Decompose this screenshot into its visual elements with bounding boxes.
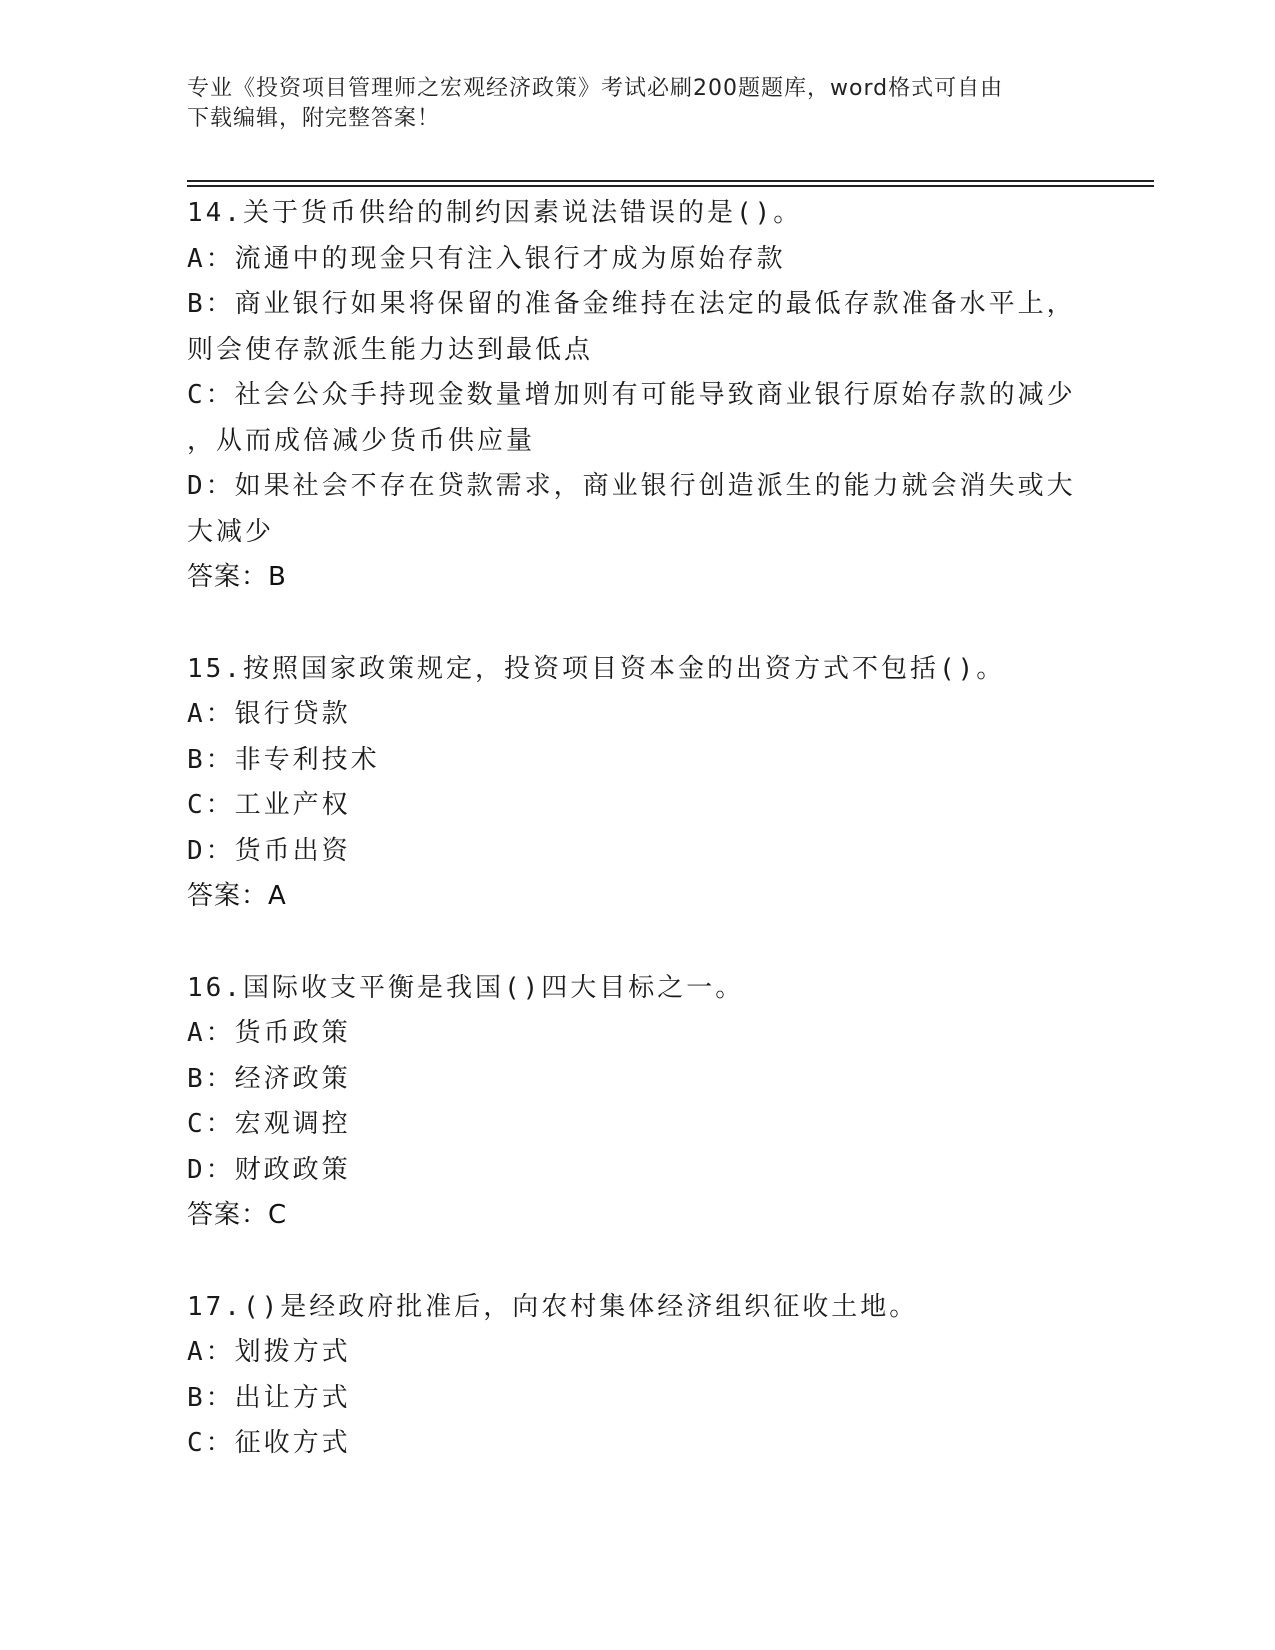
question-block bbox=[187, 191, 1087, 601]
question-spacer bbox=[187, 920, 1087, 966]
option-text-line: D：财政政策 bbox=[187, 1154, 351, 1185]
question-block bbox=[187, 1285, 1087, 1467]
question-option bbox=[187, 1011, 1087, 1057]
question-block bbox=[187, 966, 1087, 1239]
question-option bbox=[187, 1330, 1087, 1376]
option-text-line: C：宏观调控 bbox=[187, 1109, 351, 1139]
question-option bbox=[187, 464, 1087, 555]
option-text-line: C：工业产权 bbox=[187, 790, 351, 820]
option-text-line: B：经济政策 bbox=[187, 1063, 351, 1094]
option-text-line: A：划拨方式 bbox=[187, 1337, 351, 1367]
question-option bbox=[187, 783, 1087, 829]
question-option bbox=[187, 1421, 1087, 1467]
question-stem: 17.()是经政府批准后，向农村集体经济组织征收土地。 bbox=[187, 1291, 919, 1322]
question-option bbox=[187, 1057, 1087, 1103]
question-stem: 15.按照国家政策规定，投资项目资本金的出资方式不包括()。 bbox=[187, 653, 1006, 684]
question-spacer bbox=[187, 601, 1087, 647]
answer-line: 答案：B bbox=[187, 562, 287, 592]
question-option bbox=[187, 1376, 1087, 1422]
question-list bbox=[187, 191, 1087, 1467]
question-option bbox=[187, 237, 1087, 283]
question-option bbox=[187, 692, 1087, 738]
header-divider-top bbox=[187, 180, 1154, 182]
question-option bbox=[187, 373, 1087, 464]
document-header bbox=[187, 74, 1087, 134]
question-stem: 16.国际收支平衡是我国()四大目标之一。 bbox=[187, 972, 745, 1003]
answer-line: 答案：A bbox=[187, 881, 287, 911]
option-text-line: A：流通中的现金只有注入银行才成为原始存款 bbox=[187, 243, 786, 274]
header-divider-bottom bbox=[187, 185, 1154, 187]
question-stem: 14.关于货币供给的制约因素说法错误的是()。 bbox=[187, 198, 803, 228]
option-text-line: B：非专利技术 bbox=[187, 744, 380, 775]
question-option bbox=[187, 282, 1087, 373]
header-line-2: 下载编辑，附完整答案！ bbox=[187, 106, 441, 131]
question-spacer bbox=[187, 1239, 1087, 1285]
option-text-line: D：货币出资 bbox=[187, 835, 351, 866]
header-line-1: 专业《投资项目管理师之宏观经济政策》考试必刷200题题库，word格式可自由 bbox=[187, 76, 1004, 101]
option-text-line: B：出让方式 bbox=[187, 1382, 351, 1413]
option-text-line: C：社会公众手持现金数量增加则有可能导致商业银行原始存款的减少 bbox=[187, 380, 1076, 410]
option-text-line: ，从而成倍减少货币供应量 bbox=[187, 425, 536, 456]
question-option bbox=[187, 1148, 1087, 1194]
question-option bbox=[187, 829, 1087, 875]
option-text-line: A：货币政策 bbox=[187, 1018, 351, 1048]
option-text-line: A：银行贷款 bbox=[187, 699, 351, 729]
question-option bbox=[187, 1102, 1087, 1148]
option-text-line: D：如果社会不存在贷款需求，商业银行创造派生的能力就会消失或大 bbox=[187, 471, 1076, 501]
option-text-line: C：征收方式 bbox=[187, 1428, 351, 1458]
option-text-line: B：商业银行如果将保留的准备金维持在法定的最低存款准备水平上， bbox=[187, 289, 1076, 319]
option-text-line: 大减少 bbox=[187, 516, 275, 547]
question-option bbox=[187, 738, 1087, 784]
option-text-line: 则会使存款派生能力达到最低点 bbox=[187, 334, 594, 365]
answer-line: 答案：C bbox=[187, 1200, 288, 1230]
question-block bbox=[187, 647, 1087, 920]
